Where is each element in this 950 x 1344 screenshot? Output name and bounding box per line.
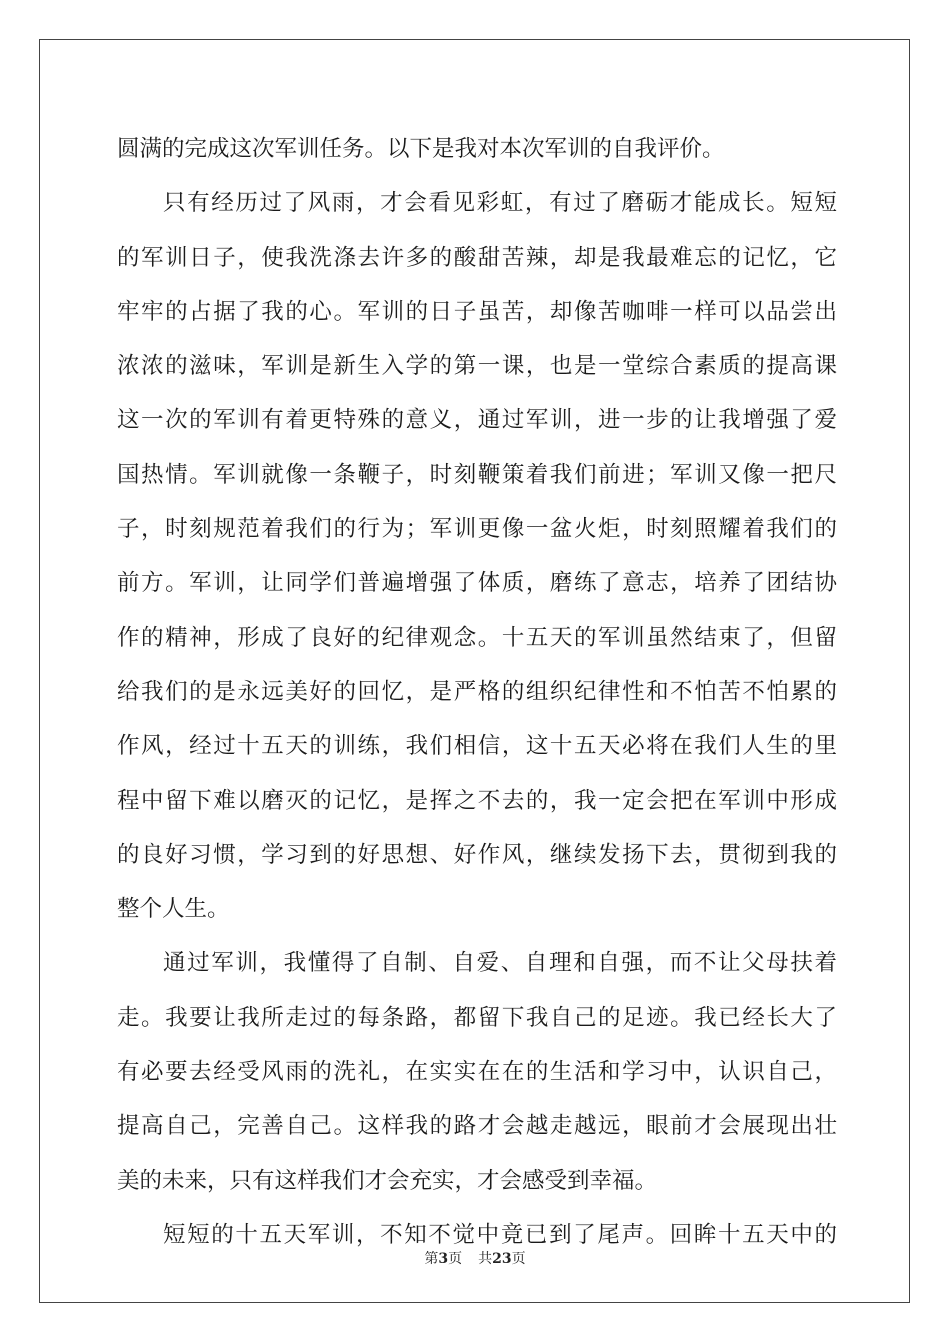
text-line: 美的未来，只有这样我们才会充实，才会感受到幸福。 bbox=[117, 1167, 658, 1194]
text-line: 通过军训，我懂得了自制、自爱、自理和自强，而不让父母扶着 bbox=[163, 950, 837, 977]
text-line: 子，时刻规范着我们的行为；军训更像一盆火炬，时刻照耀着我们的 bbox=[117, 516, 837, 543]
text-line: 的良好习惯，学习到的好思想、好作风，继续发扬下去，贯彻到我的 bbox=[117, 841, 837, 868]
text-line: 的军训日子，使我洗涤去许多的酸甜苦辣，却是我最难忘的记忆，它 bbox=[117, 244, 837, 271]
text-line: 国热情。军训就像一条鞭子，时刻鞭策着我们前进；军训又像一把尺 bbox=[117, 461, 837, 488]
text-line: 作的精神，形成了良好的纪律观念。十五天的军训虽然结束了，但留 bbox=[117, 624, 837, 651]
text-line: 圆满的完成这次军训任务。以下是我对本次军训的自我评价。 bbox=[117, 136, 725, 162]
text-line: 程中留下难以磨灭的记忆，是挥之不去的，我一定会把在军训中形成 bbox=[117, 787, 837, 814]
text-line: 走。我要让我所走过的每条路，都留下我自己的足迹。我已经长大了 bbox=[117, 1004, 837, 1031]
page-footer bbox=[0, 1248, 950, 1268]
total-pages: 23 bbox=[492, 1251, 512, 1267]
text-line: 只有经历过了风雨，才会看见彩虹，有过了磨砺才能成长。短短 bbox=[163, 190, 837, 217]
total-label-prefix: 共 bbox=[478, 1251, 493, 1267]
total-label-suffix: 页 bbox=[511, 1251, 526, 1267]
text-line: 短短的十五天军训，不知不觉中竟已到了尾声。回眸十五天中的 bbox=[163, 1221, 837, 1248]
text-line: 给我们的是永远美好的回忆，是严格的组织纪律性和不怕苦不怕累的 bbox=[117, 678, 837, 705]
text-line: 提高自己，完善自己。这样我的路才会越走越远，眼前才会展现出壮 bbox=[117, 1113, 837, 1140]
text-line: 牢牢的占据了我的心。军训的日子虽苦，却像苦咖啡一样可以品尝出 bbox=[117, 298, 837, 325]
page-number: 3 bbox=[438, 1251, 449, 1267]
document-body bbox=[117, 122, 837, 1262]
page-label-prefix: 第 bbox=[424, 1251, 439, 1267]
text-line: 前方。军训，让同学们普遍增强了体质，磨练了意志，培养了团结协 bbox=[117, 570, 837, 597]
text-line: 浓浓的滋味，军训是新生入学的第一课，也是一堂综合素质的提高课 bbox=[117, 353, 837, 380]
text-line: 这一次的军训有着更特殊的意义，通过军训，进一步的让我增强了爱 bbox=[117, 407, 837, 434]
page-label-suffix: 页 bbox=[448, 1251, 463, 1267]
text-line: 有必要去经受风雨的洗礼，在实实在在的生活和学习中，认识自己， bbox=[117, 1059, 837, 1086]
text-line: 整个人生。 bbox=[117, 896, 230, 923]
text-line: 作风，经过十五天的训练，我们相信，这十五天必将在我们人生的里 bbox=[117, 733, 837, 760]
